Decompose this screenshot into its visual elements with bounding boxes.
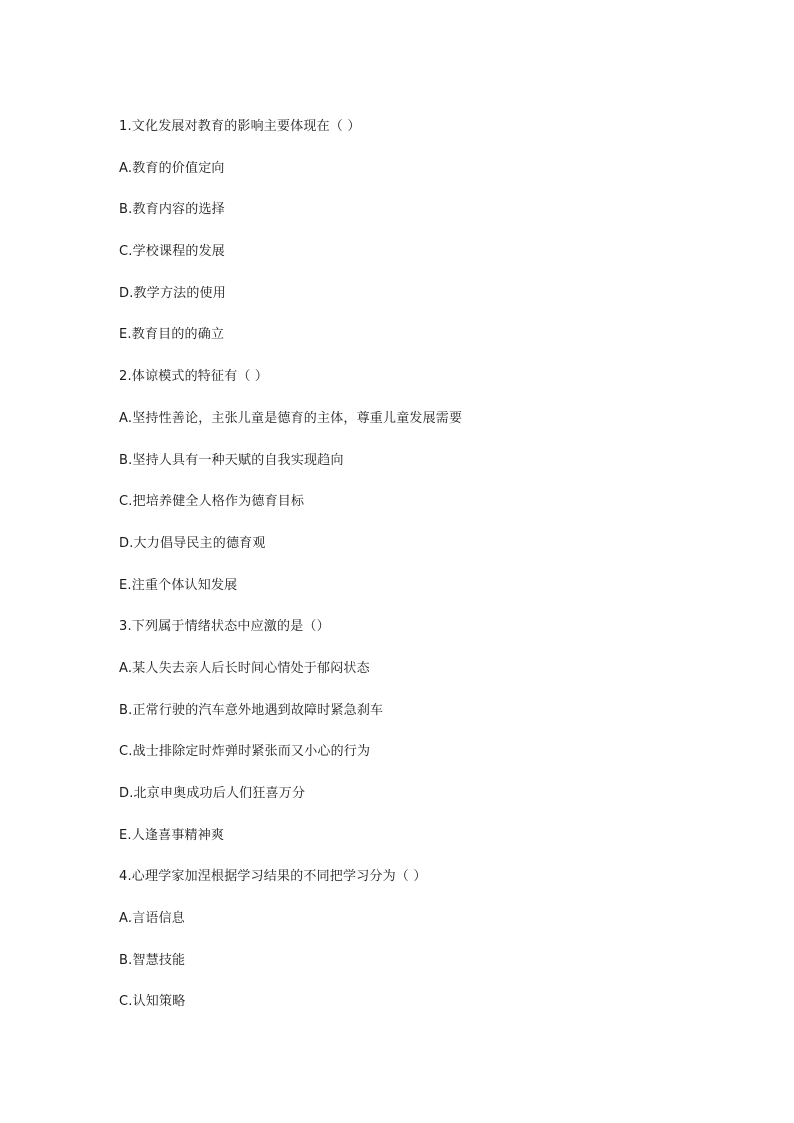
question-1-option-d: D.教学方法的使用 [119,285,226,301]
question-1-option-e: E.教育目的的确立 [119,327,225,343]
question-2-stem: 2.体谅模式的特征有（ ） [119,369,269,385]
question-4-option-c: C.认知策略 [119,994,186,1010]
question-4-option-a: A.言语信息 [119,911,185,927]
question-2-option-b: B.坚持人具有一种天赋的自我实现趋向 [119,452,344,468]
question-2-option-e: E.注重个体认知发展 [119,577,238,593]
question-3-option-b: B.正常行驶的汽车意外地遇到故障时紧急刹车 [119,702,384,718]
question-1-option-c: C.学校课程的发展 [119,244,226,260]
question-4-stem: 4.心理学家加涅根据学习结果的不同把学习分为（ ） [119,869,427,885]
question-2-option-a: A.坚持性善论，主张儿童是德育的主体，尊重儿童发展需要 [119,410,463,426]
question-2-option-c: C.把培养健全人格作为德育目标 [119,494,305,510]
question-3-option-a: A.某人失去亲人后长时间心情处于郁闷状态 [119,660,370,676]
question-1-option-a: A.教育的价值定向 [119,160,225,176]
question-1-stem: 1.文化发展对教育的影响主要体现在（ ） [119,119,361,134]
question-2-option-d: D.大力倡导民主的德育观 [119,535,266,551]
question-4-option-b: B.智慧技能 [119,952,186,968]
question-1-option-b: B.教育内容的选择 [119,202,225,218]
question-3-option-c: C.战士排除定时炸弹时紧张而又小心的行为 [119,744,371,760]
question-3-stem: 3.下列属于情绪状态中应激的是（） [119,619,330,635]
question-3-option-e: E.人逢喜事精神爽 [119,827,225,843]
question-3-option-d: D.北京申奥成功后人们狂喜万分 [119,786,306,801]
question-list [119,118,719,1035]
